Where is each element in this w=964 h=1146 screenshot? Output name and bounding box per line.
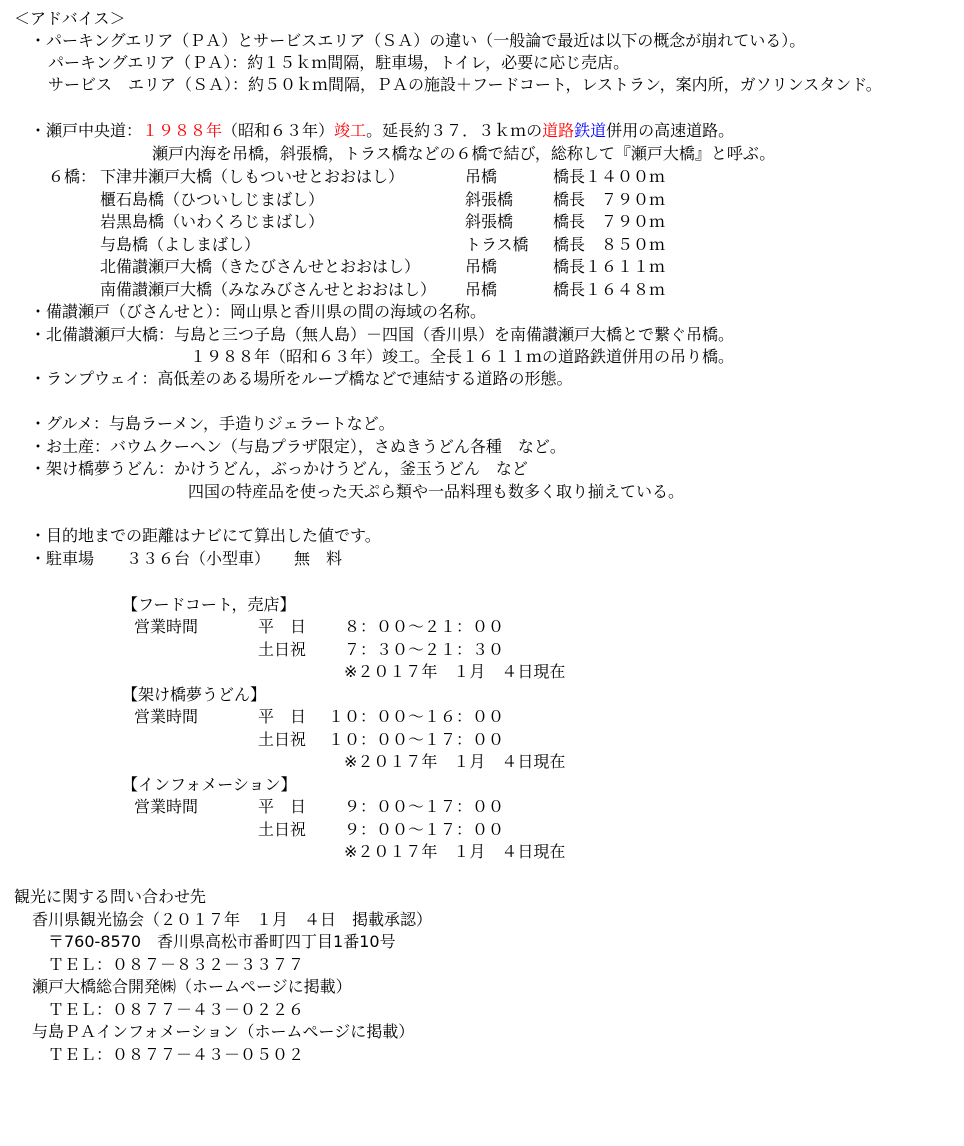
distance-note: ・目的地までの距離はナビにて算出した値です。 — [30, 526, 381, 545]
pa-definition: パーキングエリア（ＰＡ）：約１５ｋｍ間隔，駐車場，トイレ，必要に応じ売店。 — [48, 53, 630, 72]
bisan-note: ・備讃瀬戸（びさんせと）：岡山県と香川県の間の海域の名称。 — [30, 302, 487, 321]
contact-yoshima: 与島ＰＡインフォメーション（ホームページに掲載） — [32, 1022, 415, 1041]
seto-road: 道路 — [542, 121, 575, 140]
contact-kagawa: 香川県観光協会（２０１７年 １月 ４日 掲載承認） — [32, 910, 433, 929]
weekday-hours: １０：００～１６：００ — [328, 707, 505, 726]
bridge-type: 吊橋 — [465, 167, 498, 186]
bridge-name: 岩黒島橋（いわくろじまばし） — [100, 212, 325, 231]
contact-heading: 観光に関する問い合わせ先 — [14, 887, 207, 906]
seto-line — [30, 120, 734, 142]
hours-asof: ※２０１７年 １月 ４日現在 — [344, 842, 566, 861]
kitabisan-note-2: １９８８年（昭和６３年）竣工。全長１６１１ｍの道路鉄道併用の吊り橋。 — [190, 347, 735, 366]
holiday-label: 土日祝 — [258, 730, 307, 749]
holiday-label: 土日祝 — [258, 640, 307, 659]
hours-label: 営業時間 — [134, 797, 199, 816]
bridge-length: 橋長１４００ｍ — [553, 167, 666, 186]
gourmet-note: ・グルメ：与島ラーメン，手造りジェラートなど。 — [30, 414, 395, 433]
seto-length-pre: 。延長約３７．３ｋｍの — [366, 121, 543, 140]
hours-title: 【インフォメーション】 — [122, 775, 297, 794]
bridges-prefix: ６橋： — [48, 167, 97, 186]
bridge-type: 吊橋 — [465, 280, 498, 299]
parking-note: ・駐車場 ３３６台（小型車） 無 料 — [30, 549, 343, 568]
contact-seto-dev-tel: ＴＥＬ：０８７７－４３－０２２６ — [48, 1000, 305, 1019]
bridge-name: 南備讃瀬戸大橋（みなみびさんせとおおはし） — [100, 280, 437, 299]
contact-seto-dev: 瀬戸大橋総合開発㈱（ホームページに掲載） — [32, 977, 352, 996]
weekday-label: 平 日 — [258, 797, 307, 816]
bridge-name: 櫃石島橋（ひついしじまばし） — [100, 190, 325, 209]
weekday-label: 平 日 — [258, 617, 307, 636]
seto-desc: 瀬戸内海を吊橋，斜張橋，トラス橋などの６橋で結び，総称して『瀬戸大橋』と呼ぶ。 — [152, 144, 776, 163]
advice-heading: ＜アドバイス＞ — [14, 9, 126, 28]
bridge-name: 北備讃瀬戸大橋（きたびさんせとおおはし） — [100, 257, 421, 276]
bridge-length: 橋長 ７９０ｍ — [553, 212, 666, 231]
bridge-length: 橋長 ７９０ｍ — [553, 190, 666, 209]
holiday-label: 土日祝 — [258, 820, 307, 839]
souvenir-note: ・お土産：バウムクーヘン（与島プラザ限定），さぬきうどん各種 など。 — [30, 437, 566, 456]
seto-era: （昭和６３年） — [222, 121, 335, 140]
contact-yoshima-tel: ＴＥＬ：０８７７－４３－０５０２ — [48, 1045, 305, 1064]
bridge-type: 斜張橋 — [465, 190, 514, 209]
seto-label: ・瀬戸中央道： — [30, 121, 143, 140]
hours-asof: ※２０１７年 １月 ４日現在 — [344, 752, 566, 771]
udon-note-2: 四国の特産品を使った天ぷら類や一品料理も数多く取り揃えている。 — [188, 482, 685, 501]
seto-year: １９８８年 — [142, 121, 223, 140]
hours-asof: ※２０１７年 １月 ４日現在 — [344, 662, 566, 681]
bridge-type: 吊橋 — [465, 257, 498, 276]
kitabisan-note: ・北備讃瀬戸大橋：与島と三つ子島（無人島）－四国（香川県）を南備讃瀬戸大橋とで繋ぐ吊橋。 — [30, 325, 735, 344]
weekday-hours: ９：００～１７：００ — [328, 797, 505, 816]
seto-length-post: 併用の高速道路。 — [606, 121, 735, 140]
bridge-name: 与島橋（よしまばし） — [100, 235, 261, 254]
udon-note: ・架け橋夢うどん：かけうどん，ぶっかけうどん，釜玉うどん など — [30, 459, 528, 478]
seto-rail: 鉄道 — [574, 121, 607, 140]
seto-completed: 竣工 — [334, 121, 367, 140]
bridge-length: 橋長 ８５０ｍ — [553, 235, 666, 254]
hours-title: 【架け橋夢うどん】 — [122, 685, 267, 704]
holiday-hours: １０：００～１７：００ — [328, 730, 505, 749]
hours-label: 営業時間 — [134, 707, 199, 726]
contact-kagawa-tel: ＴＥＬ：０８７－８３２－３３７７ — [48, 955, 305, 974]
contact-kagawa-address: 〒760-8570 香川県高松市番町四丁目1番10号 — [48, 932, 396, 951]
bridge-type: 斜張橋 — [465, 212, 514, 231]
holiday-hours: ９：００～１７：００ — [328, 820, 505, 839]
bridge-length: 橋長１６４８ｍ — [553, 280, 666, 299]
pa-sa-intro: ・パーキングエリア（ＰＡ）とサービスエリア（ＳＡ）の違い（一般論で最近は以下の概念が崩れている）。 — [30, 31, 806, 50]
rampway-note: ・ランプウェイ：高低差のある場所をループ橋などで連結する道路の形態。 — [30, 369, 573, 388]
sa-definition: サービス エリア（ＳＡ）：約５０ｋｍ間隔，ＰＡの施設＋フードコート，レストラン，案内所，ガソリンスタンド。 — [48, 75, 882, 94]
bridge-type: トラス橋 — [465, 235, 529, 254]
bridge-name: 下津井瀬戸大橋（しもついせとおおはし） — [100, 167, 405, 186]
hours-label: 営業時間 — [134, 617, 199, 636]
hours-title: 【フードコート，売店】 — [122, 595, 296, 614]
bridge-length: 橋長１６１１ｍ — [553, 257, 666, 276]
weekday-label: 平 日 — [258, 707, 307, 726]
weekday-hours: ８：００～２１：００ — [328, 617, 505, 636]
holiday-hours: ７：３０～２１：３０ — [328, 640, 505, 659]
